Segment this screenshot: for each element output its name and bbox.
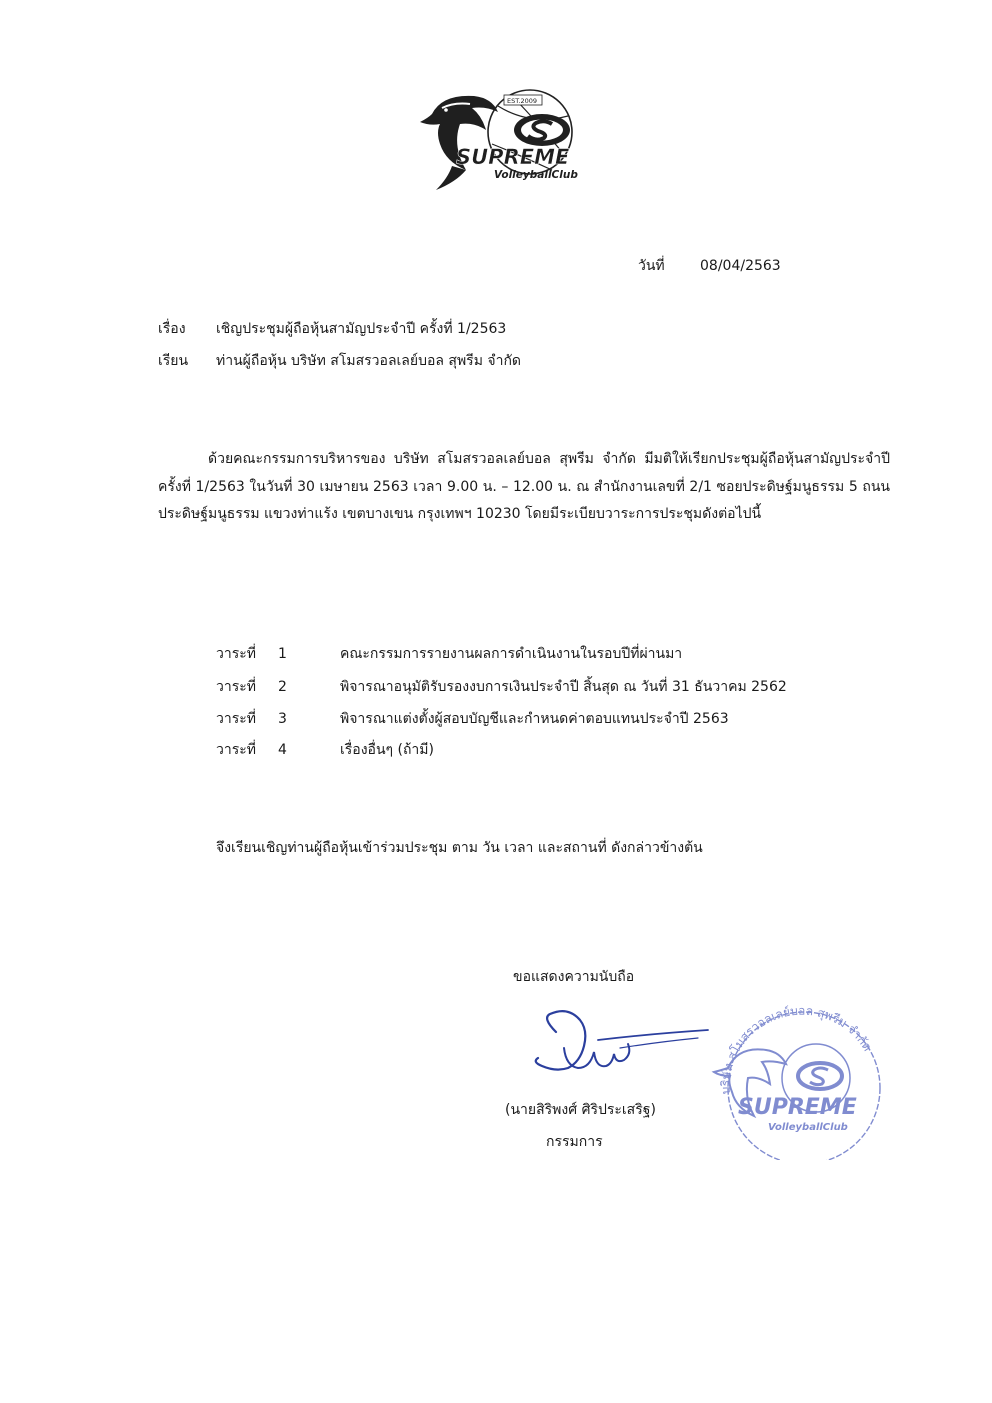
subject-text: เชิญประชุมผู้ถือหุ้นสามัญประจำปี ครั้งที่ 1/2563 <box>216 321 507 337</box>
date-row <box>638 255 781 277</box>
agenda-number: 3 <box>278 711 287 727</box>
agenda-item <box>216 739 434 761</box>
stamp-ring-text: บริษัท สโมสรวอลเลย์บอล สุพรีม จำกัด <box>718 1003 875 1095</box>
recipient-text: ท่านผู้ถือหุ้น บริษัท สโมสรวอลเลย์บอล สุพรีม จำกัด <box>216 353 522 369</box>
stamp-subtitle-text: VolleyballClub <box>768 1122 848 1133</box>
agenda-item <box>216 708 729 730</box>
recipient-row <box>158 350 521 372</box>
agenda-label: วาระที่ <box>216 646 256 662</box>
agenda-text: เรื่องอื่นๆ (ถ้ามี) <box>340 742 434 758</box>
agenda-item <box>216 643 682 665</box>
agenda-number: 2 <box>278 679 287 695</box>
agenda-text: พิจารณาอนุมัติรับรองงบการเงินประจำปี สิ้นสุด ณ วันที่ 31 ธันวาคม 2562 <box>340 679 787 695</box>
closing-text: จึงเรียนเชิญท่านผู้ถือหุ้นเข้าร่วมประชุม ตาม วัน เวลา และสถานที่ ดังกล่าวข้างต้น <box>216 840 703 856</box>
company-seal-stamp-icon <box>708 998 892 1160</box>
signature <box>528 1008 713 1080</box>
signer-name: (นายสิริพงศ์ ศิริประเสริฐ) <box>505 1102 656 1118</box>
agenda-label: วาระที่ <box>216 711 256 727</box>
body-paragraph: ด้วยคณะกรรมการบริหารของ บริษัท สโมสรวอลเลย์บอล สุพรีม จำกัด มีมติให้เรียกประชุมผู้ถือหุ้นสามัญประจำปี ครั้งที่ 1/2563 ในวันที่ 30 เมษายน 2563 เวลา 9.00 น. – 12.00 น. ณ สำนักงานเลขที่ 2/1 ซอยประดิษฐ์มนูธรรม 5 ถนนประดิษฐ์มนูธรรม แขวงท่าแร้ง เขตบางเขน กรุงเทพฯ 10230 โดยมีระเบียบวาระการประชุมดังต่อไปนี้ <box>158 451 890 522</box>
agenda-label: วาระที่ <box>216 742 256 758</box>
recipient-label: เรียน <box>158 353 189 369</box>
agenda-text: คณะกรรมการรายงานผลการดำเนินงานในรอบปีที่ผ่านมา <box>340 646 683 662</box>
stamp-brand-text: SUPREME <box>738 1095 857 1120</box>
logo-brand-text: SUPREME <box>456 145 570 169</box>
subject-label: เรื่อง <box>158 321 186 337</box>
date-label: วันที่ <box>638 258 665 274</box>
date-value: 08/04/2563 <box>700 258 781 274</box>
logo-est-text: EST.2009 <box>507 97 538 105</box>
regards-text: ขอแสดงความนับถือ <box>513 969 635 985</box>
agenda-label: วาระที่ <box>216 679 256 695</box>
agenda-number: 1 <box>278 646 287 662</box>
subject-row <box>158 318 506 340</box>
agenda-text: พิจารณาแต่งตั้งผู้สอบบัญชีและกำหนดค่าตอบแทนประจำปี 2563 <box>340 711 729 727</box>
logo-subtitle-text: VolleyballClub <box>494 169 578 181</box>
signer-title: กรรมการ <box>546 1134 603 1150</box>
agenda-item <box>216 676 787 698</box>
dolphin-volleyball-logo-icon <box>412 86 597 198</box>
agenda-number: 4 <box>278 742 287 758</box>
club-logo <box>412 86 597 198</box>
company-stamp <box>708 998 892 1160</box>
handwritten-signature-icon <box>528 1008 713 1080</box>
